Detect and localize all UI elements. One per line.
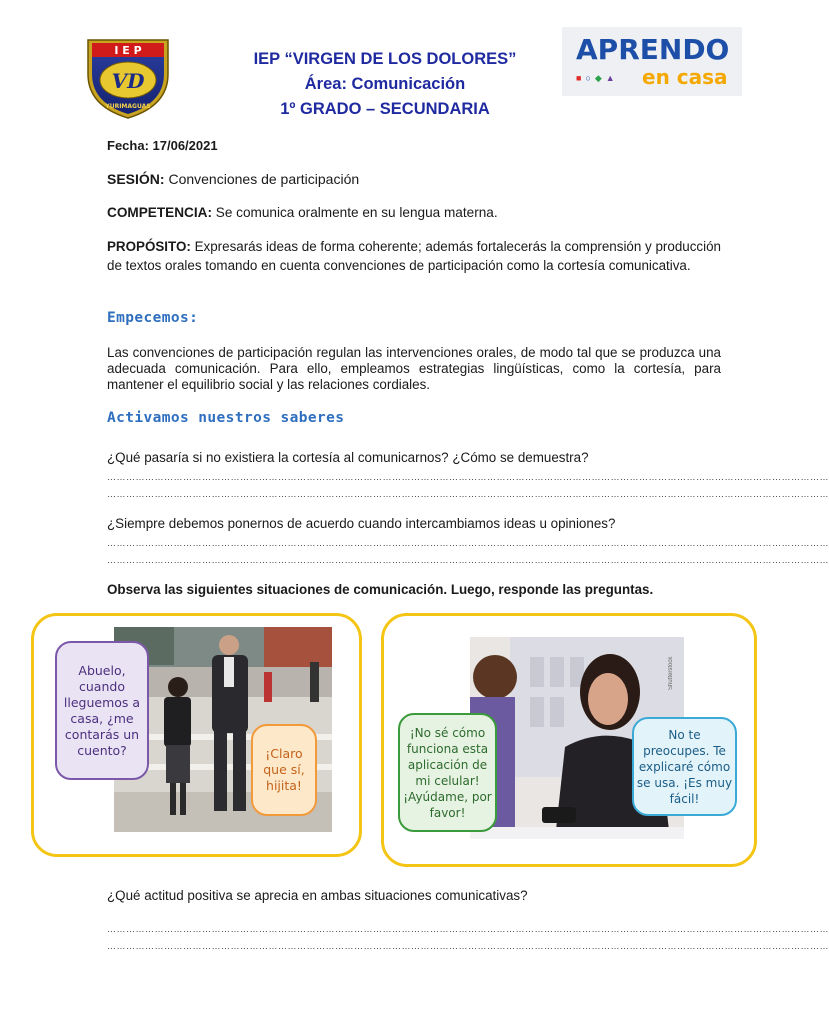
speech-bubble-grandpa (251, 724, 317, 816)
competence-value: Se comunica oralmente en su lengua materna. (211, 205, 498, 220)
bubble-text: ¡No sé cómo funciona esta aplicación de mi celular! ¡Ayúdame, por favor! (403, 725, 492, 820)
answer-line[interactable]: ………………………………………………………………………………………………………………………………………………………………………………………………………… (107, 538, 829, 548)
competence-line (107, 205, 721, 222)
aprendo-en-casa-logo (562, 27, 742, 96)
purpose-label: PROPÓSITO: (107, 239, 191, 254)
answer-line[interactable]: ………………………………………………………………………………………………………………………………………………………………………………………………………… (107, 489, 829, 499)
section-heading-empecemos: Empecemos: (107, 310, 199, 326)
question-2: ¿Siempre debemos ponernos de acuerdo cuando intercambiamos ideas u opiniones? (107, 516, 616, 531)
crest-top-text: I E P (114, 44, 142, 57)
question-1: ¿Qué pasaría si no existiera la cortesía al comunicarnos? ¿Cómo se demuestra? (107, 450, 589, 465)
competence-label: COMPETENCIA: (107, 205, 212, 220)
speech-bubble-woman (632, 717, 737, 816)
crest-monogram: VD (111, 69, 145, 93)
answer-line[interactable]: ………………………………………………………………………………………………………………………………………………………………………………………………………… (107, 555, 829, 565)
session-value: Convenciones de participación (164, 171, 360, 187)
logo-bottom-text: en casa (642, 65, 728, 89)
speech-bubble-young-woman (398, 713, 497, 832)
school-name: IEP “VIRGEN DE LOS DOLORES” (253, 50, 517, 68)
purpose-value: Expresarás ideas de forma coherente; además fortalecerás la comprensión y producción de textos orales tomando en cuenta convenciones de participación como la cortesía comunicativa. (107, 239, 721, 273)
speech-bubble-child (55, 641, 149, 780)
date-line: Fecha: 17/06/2021 (107, 138, 218, 153)
intro-paragraph: Las convenciones de participación regulan las intervenciones orales, de modo tal que se produzca una adecuada comunicación. Para ello, empleamos estrategias lingüísticas, como la cortesía, para mantener el equilibrio social y las relaciones cordiales. (107, 345, 721, 392)
session-line (107, 171, 721, 188)
session-label: SESIÓN: (107, 171, 165, 187)
answer-line[interactable]: ………………………………………………………………………………………………………………………………………………………………………………………………………… (107, 472, 829, 482)
photo-credit: Shutterstock (668, 656, 674, 690)
logo-top-text: APRENDO (576, 33, 730, 66)
crest-bottom-text: YURIMAGUAS (105, 103, 151, 110)
purpose-paragraph (107, 238, 721, 275)
logo-shapes: ■○◆▲ (576, 73, 619, 83)
section-heading-activamos: Activamos nuestros saberes (107, 410, 345, 426)
subject-area: Área: Comunicación (304, 75, 466, 93)
observe-instruction: Observa las siguientes situaciones de comunicación. Luego, responde las preguntas. (107, 582, 654, 597)
school-crest-logo (80, 34, 176, 120)
final-question: ¿Qué actitud positiva se aprecia en ambas situaciones comunicativas? (107, 888, 528, 903)
grade-level: 1º GRADO – SECUNDARIA (280, 100, 490, 118)
bubble-text: ¡Claro que sí, hijita! (263, 746, 305, 793)
bubble-text: Abuelo, cuando lleguemos a casa, ¿me contarás un cuento? (63, 662, 141, 758)
bubble-text: No te preocupes. Te explicaré cómo se usa. ¡Es muy fácil! (636, 727, 733, 806)
answer-line[interactable]: ………………………………………………………………………………………………………………………………………………………………………………………………………… (107, 941, 829, 951)
answer-line[interactable]: ………………………………………………………………………………………………………………………………………………………………………………………………………… (107, 924, 829, 934)
